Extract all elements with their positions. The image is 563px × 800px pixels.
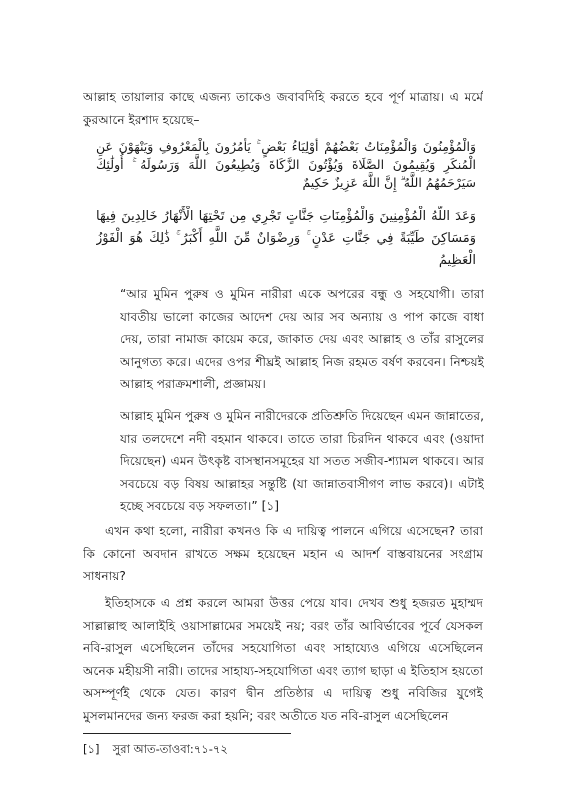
body-paragraph-2: ইতিহাসকে এ প্রশ্ন করলে আমরা উত্তর পেয়ে যাব। দেখব শুধু হজরত মুহাম্মদ সাল্লাল্লাহু আলাইহি ওয়াসাল্লামের সময়েই নয়; বরং তাঁর আবির্ভাবের পূর্বে যেসকল নবি-রাসুল এসেছিলেন তাঁদের সহযোগিতা এবং সাহায্যেও এগিয়ে এসেছিলেন অনেক মহীয়সী নারী। তাদের সাহায্য-সহযোগিতা এবং ত্যাগ ছাড়া এ ইতিহাস হয়তো অসম্পূর্ণই থেকে যেত। কারণ দ্বীন প্রতিষ্ঠার এ দায়িত্ব শুধু নবিজির যুগেই মুসলমানদের জন্য ফরজ করা হয়নি; বরং অতীতে যত নবি-রাসুল এসেছিলেন [83,596,483,723]
footnote-text: সুরা আত-তাওবা:৭১-৭২ [112,742,228,756]
arabic-verse-2: وَعَدَ اللَّهُ الْمُؤْمِنِينَ وَالْمُؤْمِنَاتِ جَنَّاتٍ تَجْرِي مِن تَحْتِهَا الْأَنْهَارُ خَالِدِينَ فِيهَا وَمَسَاكِنَ طَيِّبَةً فِي جَنَّاتِ عَدْنٍ ۚ وَرِضْوَانٌ مِّنَ اللَّهِ أَكْبَرُ ۚ ذَٰلِكَ هُوَ الْفَوْزُ الْعَظِيمُ [96,209,476,268]
arabic-verse-1: وَالْمُؤْمِنُونَ وَالْمُؤْمِنَاتُ بَعْضُهُمْ أَوْلِيَاءُ بَعْضٍ ۚ يَأْمُرُونَ بِالْمَعْرُوفِ وَيَنْهَوْنَ عَنِ الْمُنكَرِ وَيُقِيمُونَ الصَّلَاةَ وَيُؤْتُونَ الزَّكَاةَ وَيُطِيعُونَ اللَّهَ وَرَسُولَهُ ۚ أُولَٰئِكَ سَيَرْحَمُهُمُ اللَّهُ ۗ إِنَّ اللَّهَ عَزِيزٌ حَكِيمٌ [96,139,476,190]
footnote [83,740,228,758]
intro-paragraph: আল্লাহ তায়ালার কাছে এজন্য তাকেও জবাবদিহি করতে হবে পূর্ণ মাত্রায়। এ মর্মে কুরআনে ইরশাদ হয়েছে– [83,90,483,127]
body-paragraph-1: এখন কথা হলো, নারীরা কখনও কি এ দায়িত্ব পালনে এগিয়ে এসেছেন? তারা কি কোনো অবদান রাখতে সক্ষম হয়েছেন মহান এ আদর্শ বাস্তবায়নের সংগ্রাম সাধনায়? [83,524,483,583]
translation-paragraph-2: আল্লাহ মুমিন পুরুষ ও মুমিন নারীদেরকে প্রতিশ্রুতি দিয়েছেন এমন জান্নাতের, যার তলদেশে নদী বহমান থাকবে। তাতে তারা চিরদিন থাকবে এবং (ওয়াদা দিয়েছেন) এমন উৎকৃষ্ট বাসস্থানসমূহের যা সতত সজীব-শ্যামল থাকবে। আর সবচেয়ে বড় বিষয় আল্লাহর সন্তুষ্টি (যা জান্নাতবাসীগণ লাভ করবে)। এটাই হচ্ছে সবচেয়ে বড় সফলতা।” [১] [120,409,484,513]
footnote-divider [83,733,291,734]
footnote-marker: [১] [83,742,100,756]
translation-paragraph-1: “আর মুমিন পুরুষ ও মুমিন নারীরা একে অপরের বন্ধু ও সহযোগী। তারা যাবতীয় ভালো কাজের আদেশ দেয় আর সব অন্যায় ও পাপ কাজে বাধা দেয়, তারা নামাজ কায়েম করে, জাকাত দেয় এবং আল্লাহ ও তাঁর রাসুলের আনুগত্য করে। এদের ওপর শীঘ্রই আল্লাহ নিজ রহমত বর্ষণ করবেন। নিশ্চয়ই আল্লাহ পরাক্রমশালী, প্রজ্ঞাময়। [120,287,484,391]
